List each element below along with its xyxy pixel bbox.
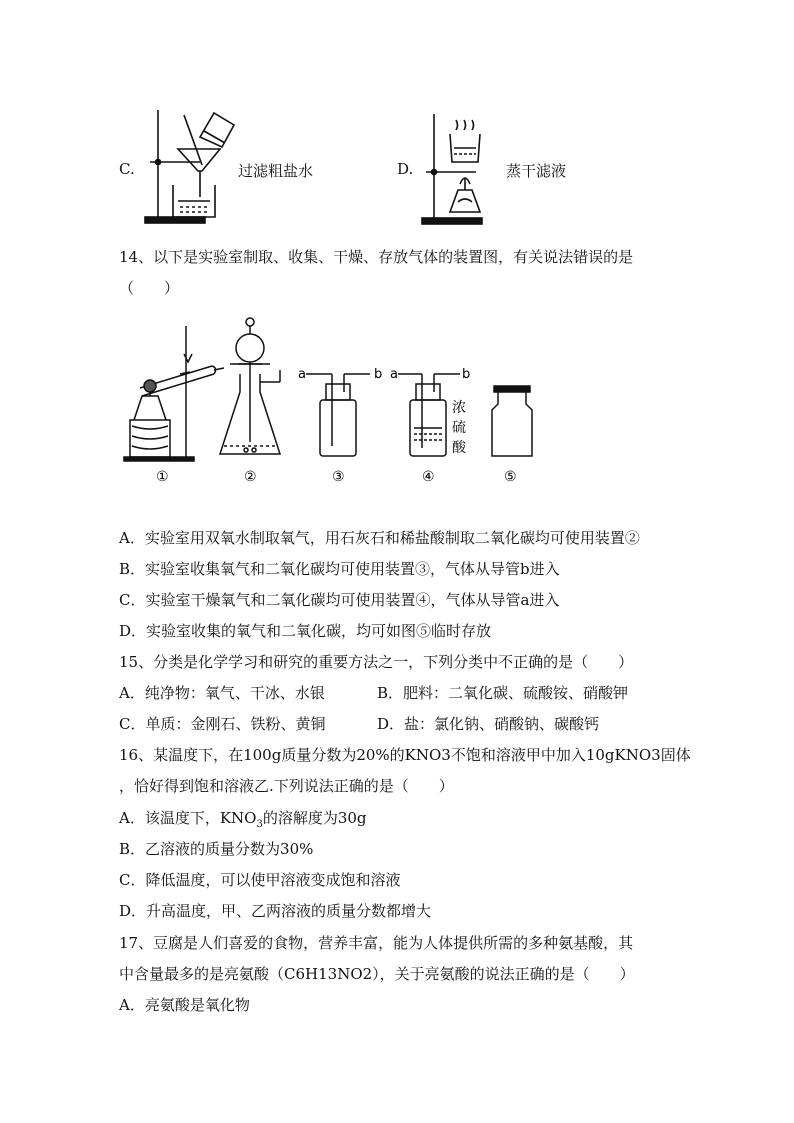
apparatus-label: ③ — [332, 469, 345, 485]
apparatus-label: ② — [244, 469, 257, 485]
apparatus-2 — [220, 318, 280, 454]
q16-option-c: C．降低温度，可以使甲溶液变成饱和溶液 — [119, 871, 401, 889]
evaporation-apparatus-figure — [420, 112, 500, 228]
q15-option-b: B．肥料：二氧化碳、硫酸铵、硝酸钾 — [377, 684, 629, 702]
q14-stem-continued: （ ） — [119, 279, 180, 297]
q14-stem: 14、以下是实验室制取、收集、干燥、存放气体的装置图，有关说法错误的是 — [119, 248, 634, 266]
q17-stem: 17、豆腐是人们喜爱的食物，营养丰富，能为人体提供所需的多种氨基酸，其 — [119, 934, 634, 952]
q17-stem-continued: 中含量最多的是亮氨酸（C6H13NO2），关于亮氨酸的说法正确的是（ ） — [119, 965, 635, 983]
q14-option-a: A．实验室用双氧水制取氧气，用石灰石和稀盐酸制取二氧化碳均可使用装置② — [119, 529, 640, 547]
q16-option-a-text-end: 的溶解度为30g — [262, 809, 367, 827]
pipe-label-a: a — [390, 367, 398, 382]
reagent-char: 硫 — [452, 420, 466, 436]
q16-option-b: B．乙溶液的质量分数为30% — [119, 840, 314, 858]
option-letter: C. — [119, 160, 135, 178]
q15-stem: 15、分类是化学学习和研究的重要方法之一，下列分类中不正确的是（ ） — [119, 653, 634, 671]
pipe-label-a: a — [298, 367, 306, 382]
reagent-char: 浓 — [452, 400, 466, 416]
q15-option-c: C．单质：金刚石、铁粉、黄铜 — [119, 715, 326, 733]
pipe-label-b: b — [374, 367, 383, 382]
apparatus-3 — [306, 374, 370, 456]
reagent-char: 酸 — [452, 440, 466, 456]
q16-option-a — [119, 808, 367, 835]
option-caption: 蒸干滤液 — [506, 162, 567, 180]
q14-option-d: D．实验室收集的氧气和二氧化碳，均可如图⑤临时存放 — [119, 622, 492, 640]
q17-option-a: A．亮氨酸是氧化物 — [119, 996, 250, 1014]
pipe-label-b: b — [462, 367, 471, 382]
apparatus-label: ① — [156, 469, 169, 485]
filtration-apparatus-figure — [140, 105, 240, 227]
q16-stem-continued: ，恰好得到饱和溶液乙.下列说法正确的是（ ） — [119, 777, 454, 795]
apparatus-label: ④ — [422, 469, 435, 485]
q14-option-b: B．实验室收集氧气和二氧化碳均可使用装置③，气体从导管b进入 — [119, 560, 560, 578]
q15-option-a: A．纯净物：氧气、干冰、水银 — [119, 684, 325, 702]
option-caption: 过滤粗盐水 — [238, 162, 314, 180]
q15-option-d: D．盐：氯化钠、硝酸钠、碳酸钙 — [377, 715, 600, 733]
q16-option-a-subscript: 3 — [256, 819, 263, 830]
q16-stem: 16、某温度下，在100g质量分数为20%的KNO3不饱和溶液甲中加入10gKNO3固体 — [119, 746, 691, 764]
apparatus-1 — [124, 326, 224, 461]
apparatus-4 — [398, 374, 460, 456]
apparatus-label: ⑤ — [504, 469, 517, 485]
q16-option-a-text: A．该温度下，KNO — [119, 809, 257, 827]
apparatus-5 — [492, 386, 532, 456]
q16-option-d: D．升高温度，甲、乙两溶液的质量分数都增大 — [119, 902, 432, 920]
gas-apparatus-figure — [120, 312, 540, 487]
q14-option-c: C．实验室干燥氧气和二氧化碳均可使用装置④，气体从导管a进入 — [119, 591, 560, 609]
option-letter: D. — [397, 160, 414, 178]
